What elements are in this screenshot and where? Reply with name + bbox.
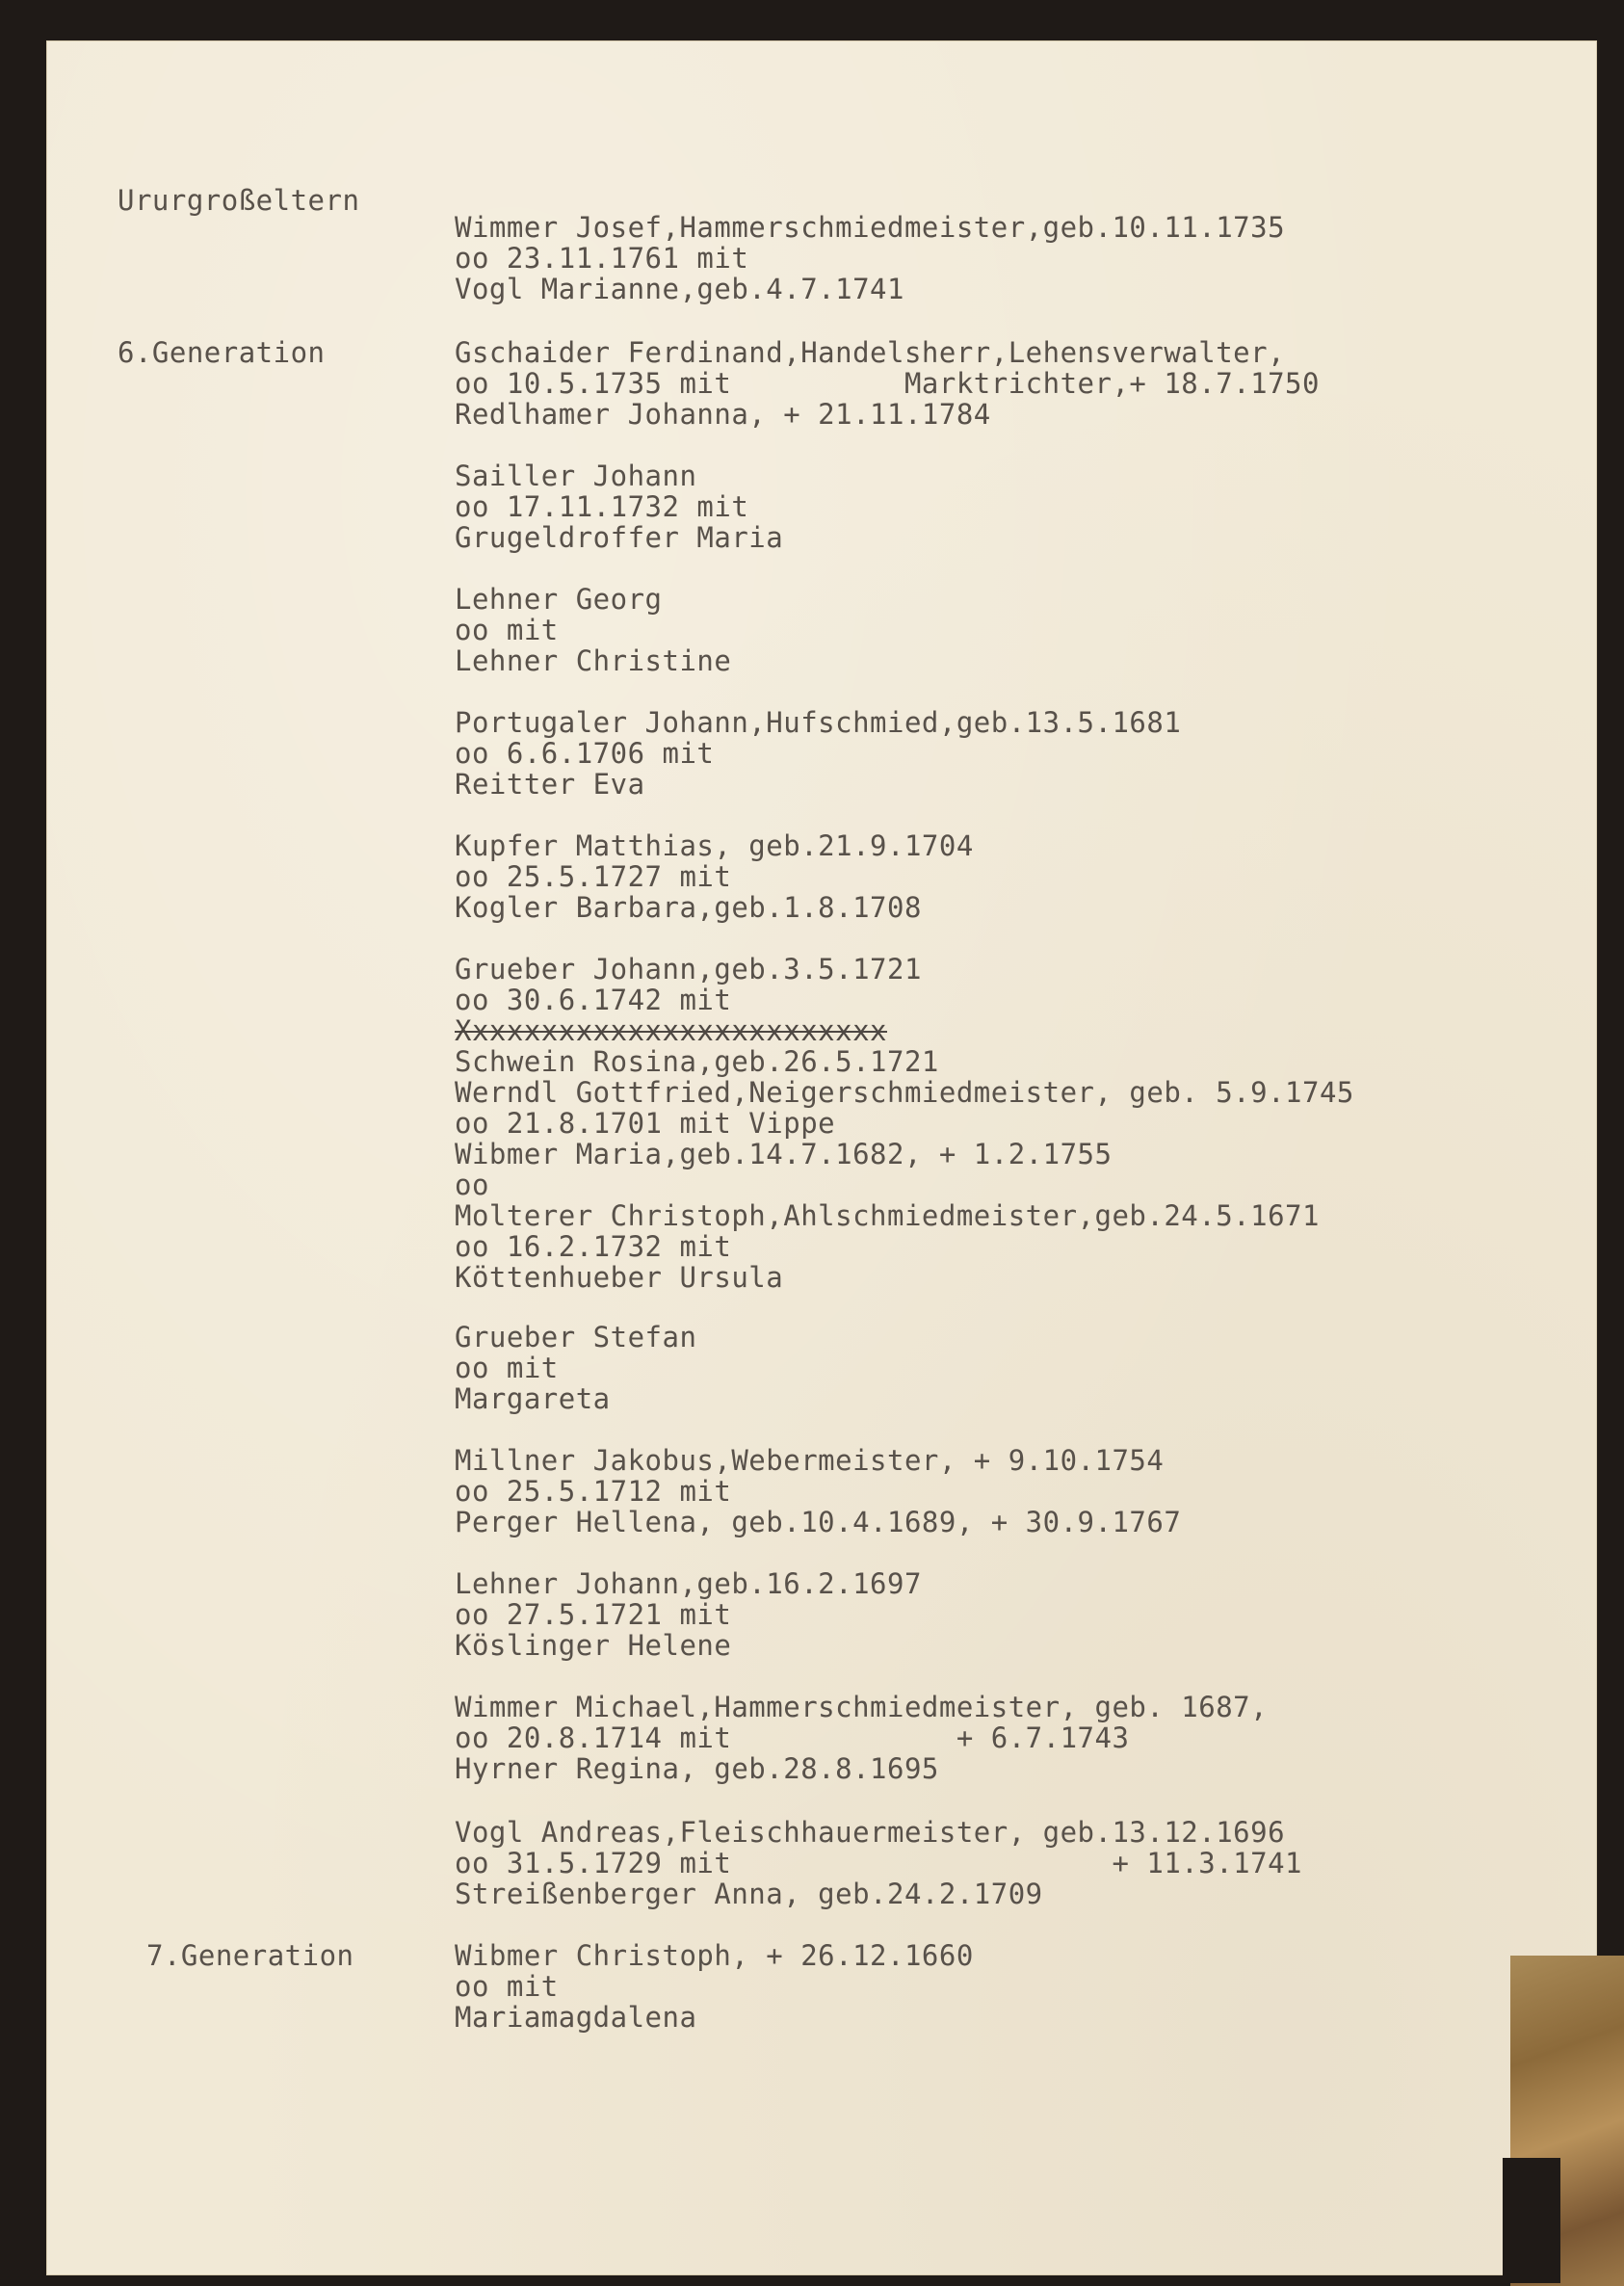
entry-line: Köslinger Helene: [455, 1629, 732, 1662]
entry-line: Perger Hellena, geb.10.4.1689, + 30.9.1767: [455, 1506, 1182, 1538]
entry-line: Grueber Stefan: [455, 1321, 697, 1353]
entry-line: oo 23.11.1761 mit: [455, 242, 749, 275]
label-6-generation: 6.Generation: [118, 336, 326, 369]
entry-line: Wibmer Christoph, + 26.12.1660: [455, 1939, 974, 1972]
entry-line: Sailler Johann: [455, 460, 697, 492]
entry-line: Hyrner Regina, geb.28.8.1695: [455, 1752, 939, 1785]
entry-line: oo 17.11.1732 mit: [455, 490, 749, 523]
entry-line: oo 6.6.1706 mit: [455, 737, 715, 770]
entry-line: Vogl Marianne,geb.4.7.1741: [455, 273, 904, 305]
entry-line: oo 27.5.1721 mit: [455, 1598, 732, 1631]
entry-line: oo 16.2.1732 mit: [455, 1230, 732, 1263]
entry-line: oo: [455, 1169, 489, 1201]
entry-line: oo 30.6.1742 mit: [455, 984, 732, 1016]
entry-line: Reitter Eva: [455, 768, 645, 801]
entry-line: oo 31.5.1729 mit + 11.3.1741: [455, 1847, 1303, 1879]
entry-line: Millner Jakobus,Webermeister, + 9.10.1754: [455, 1444, 1165, 1477]
entry-line: oo 21.8.1701 mit Vippe: [455, 1107, 836, 1140]
entry-line: Köttenhueber Ursula: [455, 1261, 784, 1294]
entry-line: Vogl Andreas,Fleischhauermeister, geb.13.12.1696: [455, 1816, 1286, 1849]
entry-line: Wimmer Josef,Hammerschmiedmeister,geb.10.11.1735: [455, 211, 1286, 244]
entry-line: oo 25.5.1712 mit: [455, 1475, 732, 1508]
entry-line: Portugaler Johann,Hufschmied,geb.13.5.1681: [455, 706, 1182, 739]
entry-line: Grugeldroffer Maria: [455, 521, 784, 554]
entry-line: oo mit: [455, 614, 559, 646]
entry-line: Grueber Johann,geb.3.5.1721: [455, 953, 922, 985]
label-7-generation: 7.Generation: [146, 1939, 354, 1972]
entry-line: oo mit: [455, 1352, 559, 1384]
entry-line: Mariamagdalena: [455, 2001, 697, 2034]
entry-line: oo mit: [455, 1970, 559, 2003]
entry-line: Lehner Georg: [455, 583, 663, 616]
entry-line: Streißenberger Anna, geb.24.2.1709: [455, 1878, 1043, 1910]
struck-out-line: Xxxxxxxxxxxxxxxxxxxxxxxxx: [455, 1014, 887, 1047]
entry-line: Gschaider Ferdinand,Handelsherr,Lehensverwalter,: [455, 336, 1286, 369]
entry-line: Kogler Barbara,geb.1.8.1708: [455, 891, 922, 924]
entry-line: oo 25.5.1727 mit: [455, 860, 732, 893]
entry-line: oo 10.5.1735 mit Marktrichter,+ 18.7.1750: [455, 367, 1320, 400]
entry-line: Lehner Johann,geb.16.2.1697: [455, 1567, 922, 1600]
entry-line: Lehner Christine: [455, 644, 732, 677]
entry-line: Molterer Christoph,Ahlschmiedmeister,geb.24.5.1671: [455, 1199, 1320, 1232]
label-ururgrosseltern: Ururgroßeltern: [118, 184, 360, 217]
torn-corner: [1503, 2158, 1560, 2283]
entry-line: oo 20.8.1714 mit + 6.7.1743: [455, 1721, 1130, 1754]
entry-line: Margareta: [455, 1382, 611, 1415]
entry-line: Wimmer Michael,Hammerschmiedmeister, geb. 1687,: [455, 1691, 1269, 1723]
entry-line: Werndl Gottfried,Neigerschmiedmeister, geb. 5.9.1745: [455, 1076, 1354, 1109]
entry-line: Redlhamer Johanna, + 21.11.1784: [455, 398, 991, 431]
entry-line: Schwein Rosina,geb.26.5.1721: [455, 1045, 939, 1078]
entry-line: Kupfer Matthias, geb.21.9.1704: [455, 829, 974, 862]
entry-line: Wibmer Maria,geb.14.7.1682, + 1.2.1755: [455, 1138, 1113, 1170]
